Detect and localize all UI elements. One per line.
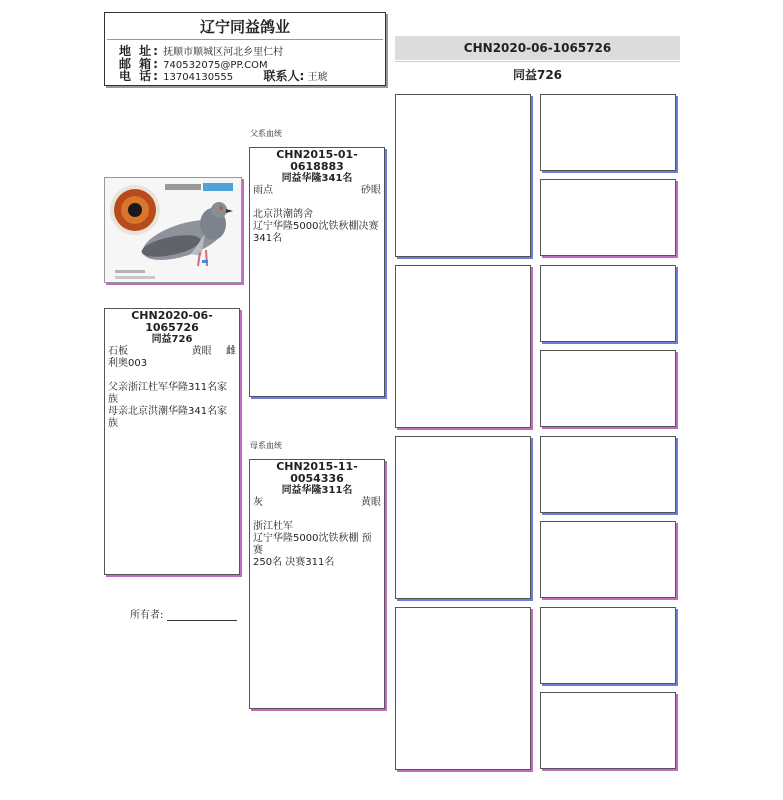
grandsire-maternal-card xyxy=(395,436,531,599)
dam-color: 灰 xyxy=(253,497,263,508)
great-grandparent-card-1 xyxy=(540,94,676,171)
great-grandparent-card-4 xyxy=(540,350,676,427)
great-grandparent-card-8 xyxy=(540,692,676,769)
owner-label: 所有者: xyxy=(130,610,164,621)
great-grandparent-card-6 xyxy=(540,521,676,598)
dam-card xyxy=(249,459,385,709)
subject-traits xyxy=(105,346,239,358)
sire-traits xyxy=(250,185,384,197)
sire-eye: 砂眼 xyxy=(361,185,381,196)
great-grandparent-card-5 xyxy=(540,436,676,513)
subject-sex: 雌 xyxy=(226,346,236,357)
pigeon-photo-image xyxy=(105,178,242,283)
address-value: 抚顺市顺城区河北乡里仁村 xyxy=(163,47,284,58)
subject-color: 石板 xyxy=(108,346,128,357)
great-grandparent-card-2 xyxy=(540,179,676,256)
granddam-paternal-card xyxy=(395,265,531,428)
sire-color: 雨点 xyxy=(253,185,273,196)
breeder-title: 辽宁同益鸽业 xyxy=(199,18,290,36)
sire-card xyxy=(249,147,385,397)
subject-name: 同益726 xyxy=(151,334,193,345)
subject-ring: CHN2020-06-1065726 xyxy=(131,309,213,334)
subject-pigeon-card xyxy=(104,308,240,575)
pedigree-name: 同益726 xyxy=(512,68,563,82)
dam-traits xyxy=(250,497,384,509)
email-value: 740532075@PP.COM xyxy=(163,60,268,71)
grandsire-paternal-card xyxy=(395,94,531,257)
dam-detail: 浙江杜军 辽宁华隆5000沈铁秋棚 预赛 250名 决赛311名 xyxy=(253,521,372,568)
address-label: 地 址: xyxy=(119,44,160,58)
subject-detail: 父亲浙江杜军华隆311名家族 母亲北京洪潮华隆341名家族 xyxy=(108,382,228,429)
divider xyxy=(107,39,383,40)
phone-row xyxy=(119,70,328,84)
sire-ring: CHN2015-01-0618883 xyxy=(276,148,358,173)
dam-eye: 黄眼 xyxy=(361,497,381,508)
granddam-maternal-card xyxy=(395,607,531,770)
email-label: 邮 箱: xyxy=(119,57,160,71)
contact-value: 王琥 xyxy=(307,72,328,83)
phone-value: 13704130555 xyxy=(163,72,234,83)
sire-detail: 北京洪潮鸽舍 辽宁华隆5000沈铁秋棚决赛 341名 xyxy=(253,209,379,244)
owner-field xyxy=(130,606,237,621)
subject-note: 利奥003 xyxy=(108,358,148,369)
owner-signature-line xyxy=(167,620,237,621)
dam-name: 同益华隆311名 xyxy=(281,485,353,496)
pedigree-ring-number: CHN2020-06-1065726 xyxy=(395,36,680,60)
dam-section-label: 母系血统 xyxy=(250,441,282,450)
pigeon-photo xyxy=(104,177,242,283)
divider xyxy=(395,61,680,62)
breeder-info-box xyxy=(104,12,386,86)
great-grandparent-card-3 xyxy=(540,265,676,342)
subject-eye: 黄眼 xyxy=(191,346,212,357)
dam-ring: CHN2015-11-0054336 xyxy=(276,460,358,485)
sire-name: 同益华隆341名 xyxy=(281,173,353,184)
contact-label: 联系人: xyxy=(263,69,305,83)
great-grandparent-card-7 xyxy=(540,607,676,684)
sire-section-label: 父系血统 xyxy=(250,129,282,138)
phone-label: 电 话: xyxy=(119,69,160,83)
